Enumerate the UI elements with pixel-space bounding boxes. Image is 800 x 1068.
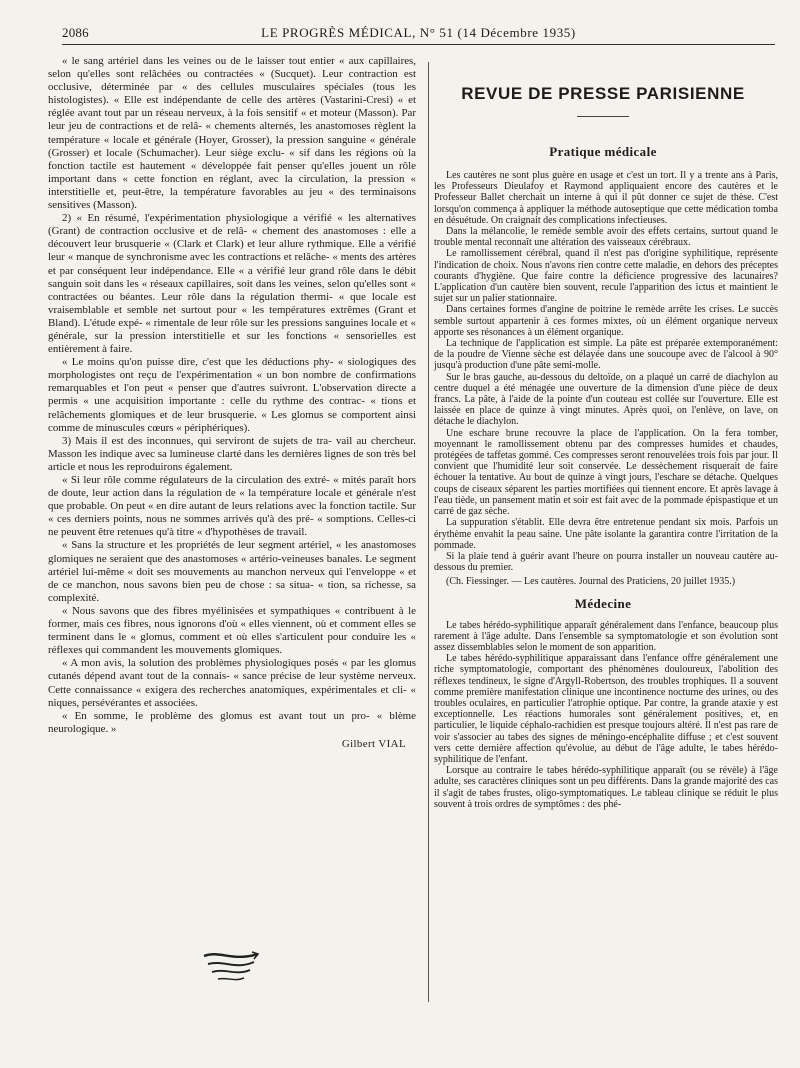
section-heading-pratique: Pratique médicale (549, 144, 657, 159)
section-heading-medecine: Médecine (574, 595, 632, 611)
left-column (48, 55, 416, 945)
review-paragraph: Le tabes hérédo-syphilitique apparaît généralement dans l'enfance, beaucoup plus rarement à l'âge adulte. Dans l'ensemble sa symptomatologie et son évolution sont assez dissemblables selon le moment de son apparition. (434, 619, 778, 653)
banner-rule (577, 116, 629, 117)
review-paragraph: Une eschare brune recouvre la place de l'application. On la fera tomber, moyennant le ramollissement obtenu par des compresses humides et chaudes, protégées de taffetas gommé. Ces compresses seront renouvelées trois fois par jour. Il convient que l'humidité leur soit conservée. Le dessèchement risquerait de faire échouer la tentative. Au bout de quinze à vingt jours, l'eschare se détache. Quelques coups de ciseaux séparent les parties mortifiées qui tiennent encore. Et après lavage à l'eau tiède, un pansement matin et soir est fait avec de la pommade épispastique et un carré de gaz sèche. (434, 427, 778, 518)
review-paragraph: Les cautères ne sont plus guère en usage et c'est un tort. Il y a trente ans à Paris, les Professeurs Dieulafoy et Raymond appliquaient encore des cautères et le Professeur Ballet cherchait un interne à qui il pût donner ce sujet de thèse. C'est lorsqu'on commença à appliquer la méthode autoseptique que cette médication tomba en désuétude. On craignait des complications infectieuses. (434, 170, 778, 226)
article-paragraph: « A mon avis, la solution des problèmes physiologiques posés « par les glomus cutanés dépend avant tout de la connais- « sance précise de leur système nerveux. Cette connaissance « exigera des recherches anatomiques, expérimentales et cli- « niques, persévérantes et associées. (48, 657, 416, 709)
article-paragraph: « Le moins qu'on puisse dire, c'est que les déductions phy- « siologiques des morphologistes ont reçu de l'expérimentation « un bon nombre de confirmations remarquables et l'on peut « penser que d'autres suivront. L'observation directe a permis « une acquisition importante : celle du rythme des contrac- « tions et relâchements glomiques et de leur brusquerie. « Les glomus se comportent ainsi comme de minuscules cœurs « périphériques). (48, 356, 416, 434)
article-paragraph: « Si leur rôle comme régulateurs de la circulation des extré- « mités paraît hors de doute, leur action dans la régulation de « la température locale et générale n'est que probable. On peut « en dire autant de leurs relations avec la fonction tactile. Sur « ces derniers points, nous ne sommes arrivés qu'à des pré- « somptions. Celles-ci ne peuvent être retenues qu'à titre « d'hypothèses de travail. (48, 474, 416, 539)
article-paragraph: 3) Mais il est des inconnues, qui serviront de sujets de tra- vail au chercheur. Masson les indique avec sa lumineuse clarté dans les dernières lignes de son très bel article et nous les reproduirons également. (48, 434, 416, 473)
source-citation: (Ch. Fiessinger. — Les cautères. Journal des Praticiens, 20 juillet 1935.) (446, 576, 736, 588)
pratique-body (428, 170, 778, 588)
section-banner: REVUE DE PRESSE PARISIENNE (461, 84, 745, 103)
review-paragraph: Si la plaie tend à guérir avant l'heure on pourra installer un nouveau cautère au-dessous du premier. (434, 550, 778, 574)
review-paragraph: Sur le bras gauche, au-dessous du deltoïde, on a plaqué un carré de diachylon au centre duquel a été ménagée une ouverture de la dimension d'une pièce de deux francs. La pâte, à l'aide de la pointe d'un couteau est collée sur l'ouverture. Elle est laissée en place de quinze à vingt minutes. Après quoi, on l'enlève, on lave, on détache le diachylon. (434, 371, 778, 428)
medecine-body (428, 620, 778, 810)
author-signature: Gilbert VIAL (341, 737, 406, 750)
review-paragraph: Le ramollissement cérébral, quand il n'est pas d'origine syphilitique, représente l'indication de choix. Nous n'avons rien contre cette maladie, en dehors des préceptes courants d'hygiène. Que faire contre la déficience progressive des lacunaires? L'application d'un cautère bien souvent, recule l'apparition des ictus et maintient le sujet sur un palier stationnaire. (434, 248, 778, 305)
review-paragraph: La suppuration s'établit. Elle devra être entretenue pendant six mois. Parfois un érythème envahit la peau saine. Une pâte isolante la garantira contre l'irritation de la pommade. (434, 517, 778, 551)
running-title: LE PROGRÈS MÉDICAL, N° 51 (14 Décembre 1935) (261, 25, 576, 40)
page-number: 2086 (62, 25, 89, 40)
right-column (428, 55, 778, 1015)
article-paragraph: « Nous savons que des fibres myélinisées et sympathiques « contribuent à le former, mais ces fibres, nous ignorons d'où « elles viennent, où et comment elles se terminent dans le « glomus, comment et où elles s'articulent pour conduire les « réflexes qui commandent les mouvements glomiques. (48, 604, 416, 657)
review-paragraph: La technique de l'application est simple. La pâte est préparée extemporanément: de la poudre de Vienne sèche est délayée dans une soucoupe avec de l'alcool à 90° jusqu'à production d'une pâte semi-molle. (434, 338, 778, 372)
article-paragraph: « En somme, le problème des glomus est avant tout un pro- « blème neurologique. » (48, 709, 416, 735)
header-rule (62, 44, 775, 45)
article-paragraph: « Sans la structure et les propriétés de leur segment artériel, « les anastomoses glomiques ne seraient que des anastomoses « artério-veineuses banales. Le segment artériel lui-même « doit ses mouvements au manchon nerveux qui l'enveloppe « et de ce manchon, nous savons bien peu de chose : sa situa- « tion, sa richesse, sa complexité. (48, 539, 416, 604)
article-paragraph: « le sang artériel dans les veines ou de le laisser tout entier « aux capillaires, selon qu'elles sont relâchées ou contractées « (Sucquet). Leur contraction est occlusive, déterminée par « des cellules musculaires spéciales (tous les histologistes). « Elle est indépendante de celle des artères (Vastarini-Cresi) « et réglée avant tout par un réseau nerveux, à la fois sensitif « et moteur (Masson). Par leur jeu de contractions et de relâ- « chements alternés, les anastomoses règlent la température « locale et générale (Hoyer, Grosser), la pression sanguine « générale (Grosser) et locale (Schumacher). Leur siège exclu- « sif dans les régions où la fonction tactile est hautement « développée fait penser qu'elles jouent un rôle important dans « cette fonction en réglant, avec la circulation, la pression « interstitielle et, peut-être, la température favorables au jeu « des terminaisons sensitives (Masson). (48, 55, 416, 212)
fleuron-icon (202, 948, 260, 988)
review-paragraph: Dans la mélancolie, le remède semble avoir des effets certains, surtout quand le trouble mental reconnaît une altération des vaisseaux cérébraux. (434, 226, 778, 249)
article-paragraph: 2) « En résumé, l'expérimentation physiologique a vérifié « les alternatives (Grant) de contraction occlusive et de relâ- « chement des anastomoses : elle a découvert leur brusquerie « (Clark et Clark) et leur allure rythmique. Elle a vérifié leur « manque de synchronisme avec les contractions et relâche- « ments des artères et par conséquent leur indépendance. Elle « a vérifié leur grand rôle dans le débit sanguin soit dans les « réseaux capillaires, soit dans les veines, selon qu'elles sont « contractées ou béantes. Leur rôle dans la régulation thermi- « que locale est vraisemblable et semble net surtout pour « les températures extrêmes (Grant et Bland). L'étude expé- « rimentale de leur rôle sur les pressions sanguines locale et « générale, sur la pression interstitielle et sur les fonctions « sensorielles est entièrement à faire. (48, 212, 416, 356)
running-header (62, 25, 775, 45)
review-paragraph: Le tabes hérédo-syphilitique apparaissant dans l'enfance offre généralement une riche symptomatologie, comportant des phénomènes douloureux, l'abolition des réflexes tendineux, le signe d'Argyll-Robertson, des troubles trophiques. Il a souvent comme première manifestation clinique une incontinence nocturne des urines, ou des troubles oculaires, en particulier l'atrophie optique. Par contre, la grande ataxie y est exceptionnelle. Les réactions humorales sont généralement positives, et, en particulier, le liquide céphalo-rachidien est presque toujours altéré. Il n'est pas rare de voir s'associer au tabes des signes de méningo-encéphalite diffuse ; et c'est souvent vers cette dernière affection qu'évolue, au début de l'âge adulte, le tabes hérédo-syphilitique de l'enfant. (434, 653, 778, 765)
review-paragraph: Lorsque au contraire le tabes hérédo-syphilitique apparaît (ou se révèle) à l'âge adulte, ses caractères cliniques sont un peu différents. Dans la grande majorité des cas il s'agit de tabes frustes, oligo-symptomatiques. Le tableau clinique se réduit le plus souvent à trois ordres de symptômes : des phé- (434, 765, 778, 810)
review-paragraph: Dans certaines formes d'angine de poitrine le remède arrête les crises. Le succès semble surtout appartenir à ces formes mixtes, où un élément organique nerveux apporte ses résonances à un élément organique. (434, 304, 778, 338)
